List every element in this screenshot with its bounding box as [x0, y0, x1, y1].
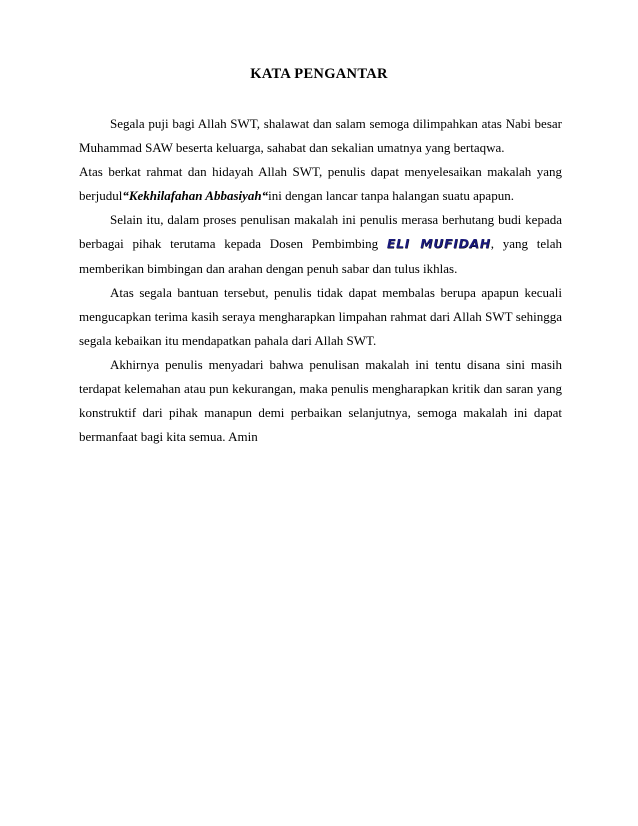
paragraph-thanks: Atas segala bantuan tersebut, penulis tidak dapat membalas berupa apapun kecuali mengucapkan terima kasih seraya mengharapkan limpahan rahmat dari Allah SWT sehingga segala kebaikan itu mendapatkan pahala dari Allah SWT. — [79, 284, 562, 348]
page-title: KATA PENGANTAR — [250, 66, 388, 82]
advisor-name: ELI MUFIDAH — [386, 236, 491, 252]
document-body — [79, 112, 562, 449]
paragraph-acknowledgement — [79, 208, 562, 280]
paragraph-opening: Segala puji bagi Allah SWT, shalawat dan salam semoga dilimpahkan atas Nabi besar Muhammad SAW beserta keluarga, sahabat dan sekalian umatnya yang bertaqwa. — [79, 116, 562, 156]
paper-title: “Kekhilafahan Abbasiyah“ — [122, 188, 269, 204]
paragraph-gratitude — [79, 160, 562, 208]
paragraph-acknowledgement-end: , yang telah memberikan bimbingan dan arahan dengan penuh sabar dan tulus ikhlas. — [79, 236, 562, 276]
paragraph-closing: Akhirnya penulis menyadari bahwa penulisan makalah ini tentu disana sini masih terdapat kelemahan atau pun kekurangan, maka penulis mengharapkan kritik dan saran yang konstruktif dari pihak manapun demi perbaikan selanjutnya, semoga makalah ini dapat bermanfaat bagi kita semua. Amin — [79, 356, 562, 445]
paragraph-gratitude-text: Atas berkat rahmat dan hidayah Allah SWT, penulis dapat menyelesaikan makalah yang berjudul — [79, 164, 562, 204]
paragraph-acknowledgement-text: Selain itu, dalam proses penulisan makalah ini penulis merasa berhutang budi kepada berbagai pihak terutama kepada Dosen Pembimbing — [79, 212, 562, 252]
paragraph-gratitude-end: ini dengan lancar tanpa halangan suatu apapun. — [268, 188, 514, 204]
